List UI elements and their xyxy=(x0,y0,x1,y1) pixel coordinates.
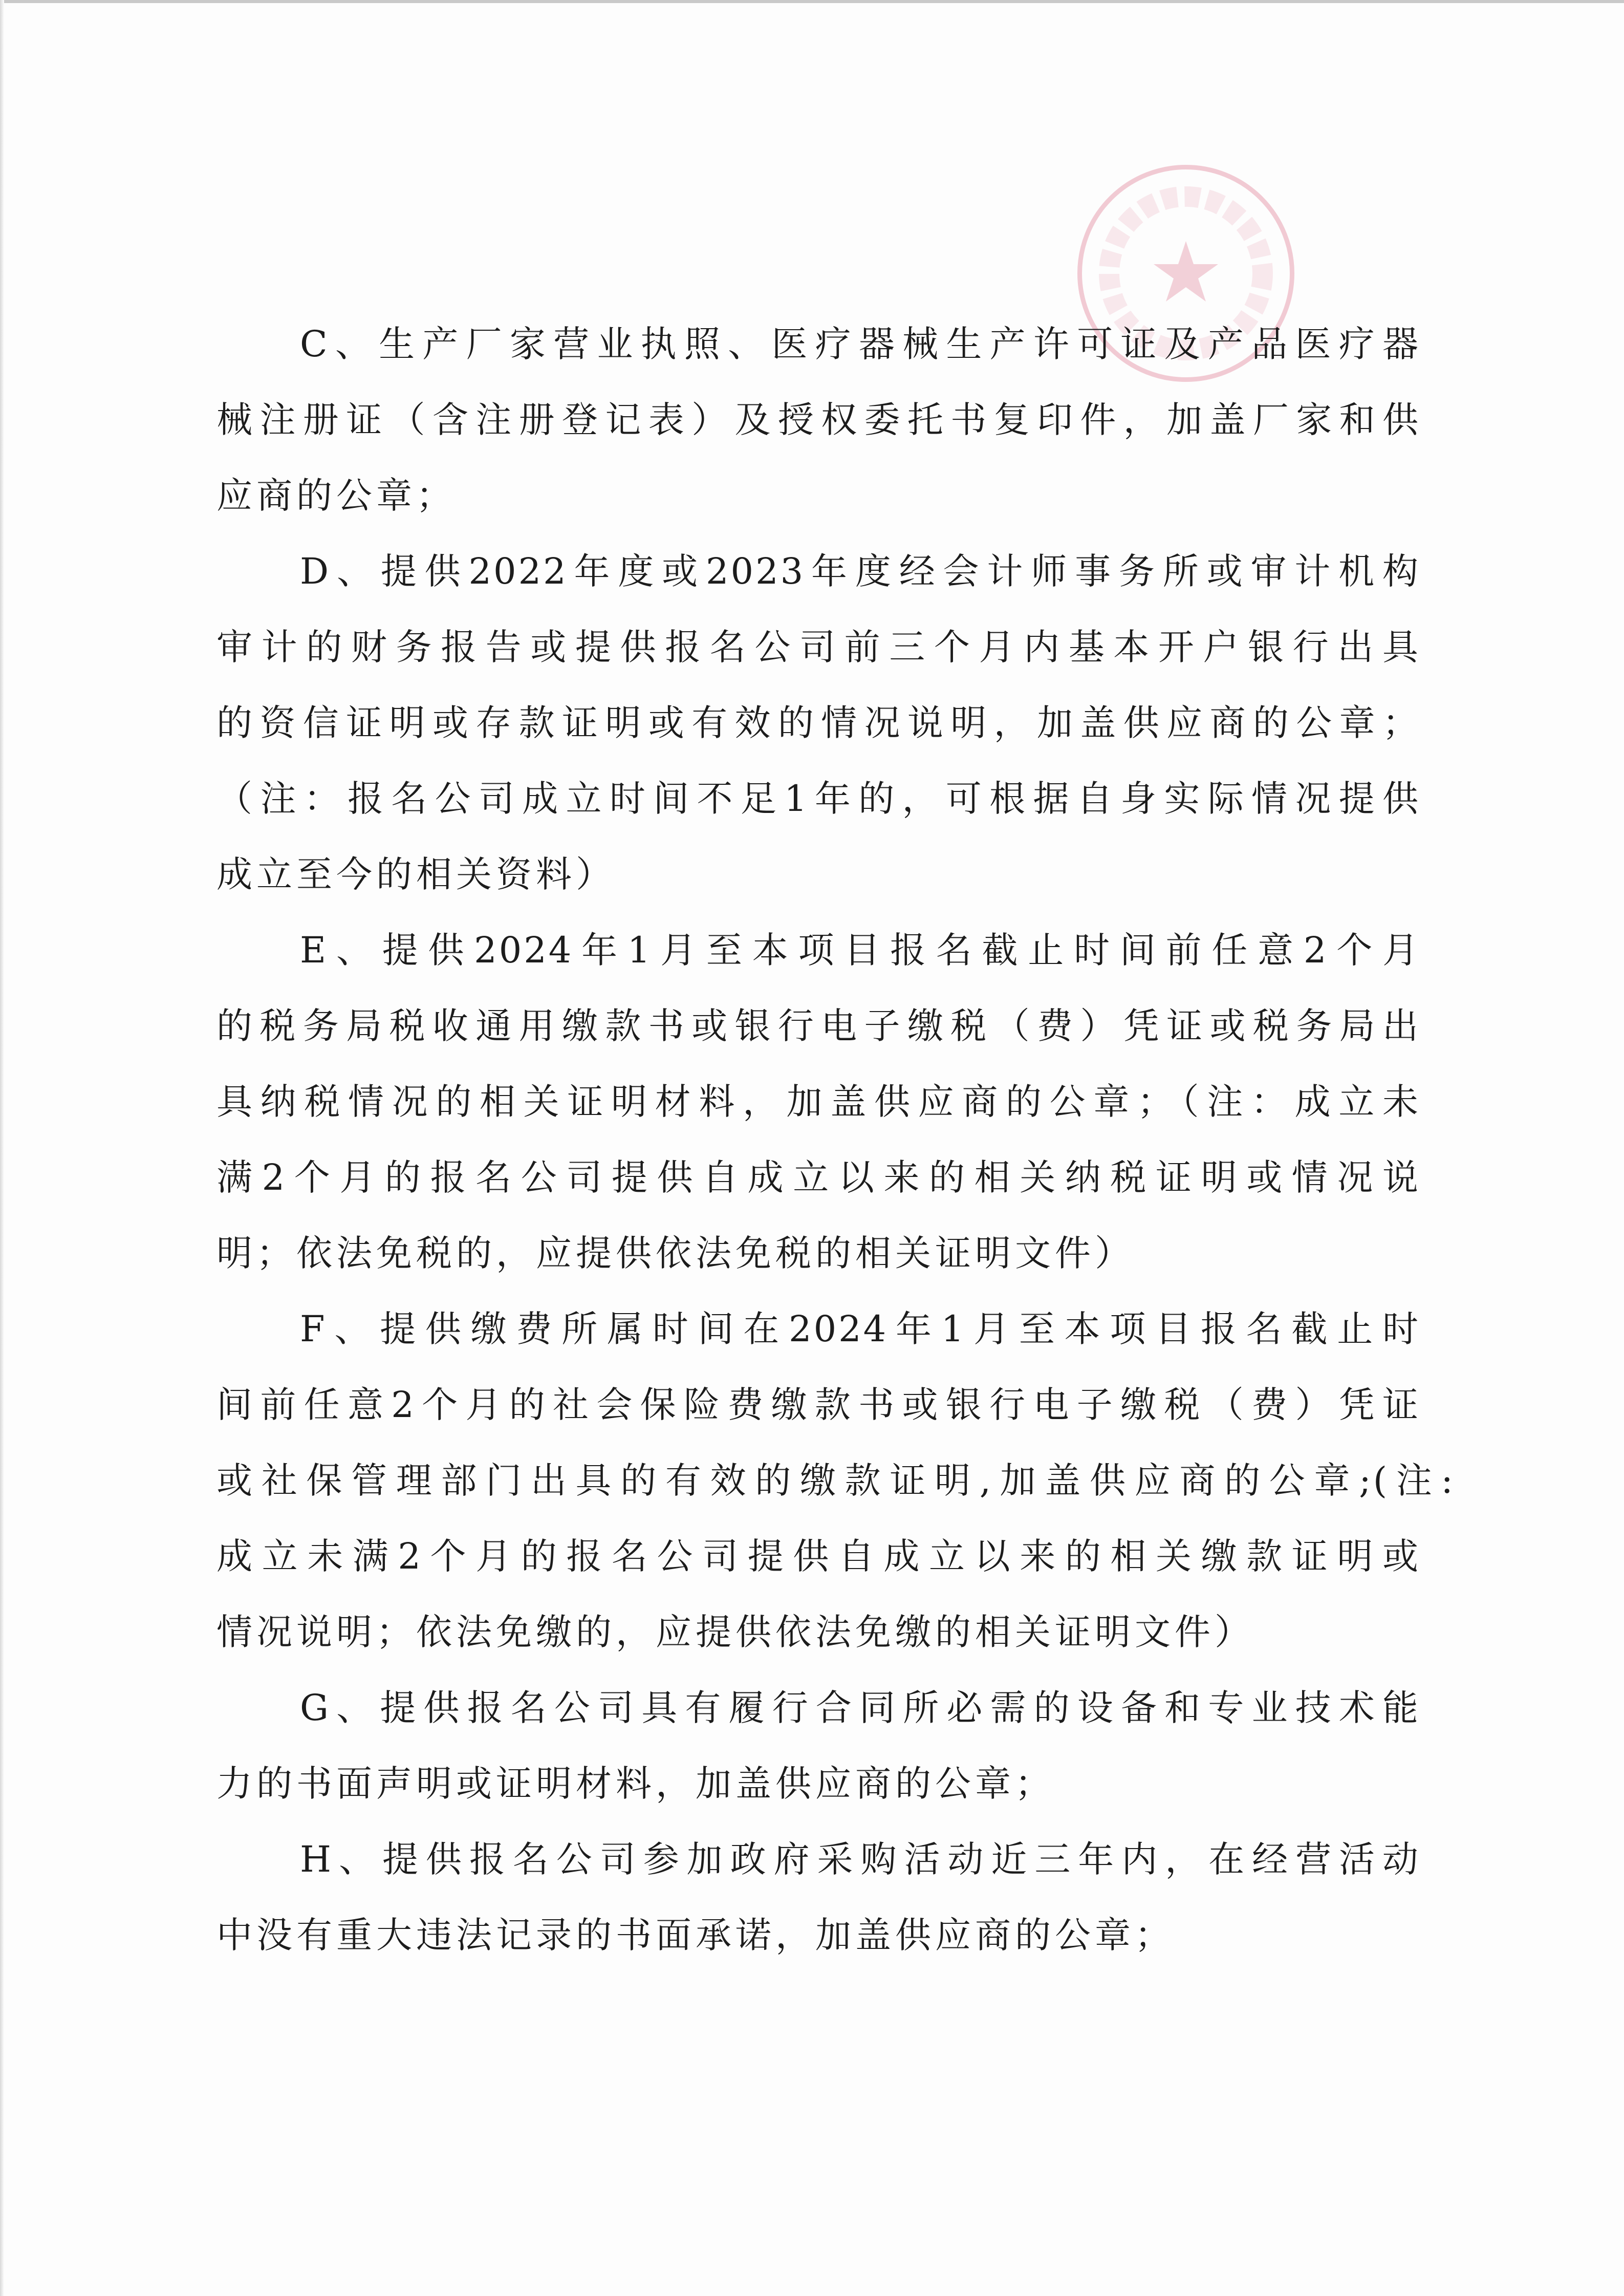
text-line: G、提供报名公司具有履行合同所必需的设备和专业技术能 xyxy=(300,1687,1420,1729)
text-line: C、生产厂家营业执照、医疗器械生产许可证及产品医疗器 xyxy=(300,323,1420,365)
text-line: 械注册证（含注册登记表）及授权委托书复印件，加盖厂家和供 xyxy=(216,399,1420,441)
text-line: 明；依法免税的，应提供依法免税的相关证明文件） xyxy=(216,1232,1135,1274)
document-body xyxy=(216,306,1455,1973)
text-line: 情况说明；依法免缴的，应提供依法免缴的相关证明文件） xyxy=(216,1611,1254,1653)
text-line: 具纳税情况的相关证明材料，加盖供应商的公章；（注：成立未 xyxy=(216,1081,1420,1123)
text-line: 间前任意2个月的社会保险费缴款书或银行电子缴税（费）凭证 xyxy=(216,1384,1420,1426)
text-line: F、提供缴费所属时间在2024年1月至本项目报名截止时 xyxy=(300,1308,1420,1350)
text-line: 中没有重大违法记录的书面承诺，加盖供应商的公章； xyxy=(216,1914,1175,1956)
text-line: 的资信证明或存款证明或有效的情况说明，加盖供应商的公章； xyxy=(216,702,1420,744)
text-line: 应商的公章； xyxy=(216,475,456,517)
text-line: 成立未满2个月的报名公司提供自成立以来的相关缴款证明或 xyxy=(216,1535,1420,1577)
text-line: 或社保管理部门出具的有效的缴款证明,加盖供应商的公章;(注: xyxy=(216,1460,1455,1501)
text-line: H、提供报名公司参加政府采购活动近三年内，在经营活动 xyxy=(300,1838,1420,1880)
text-line: 力的书面声明或证明材料，加盖供应商的公章； xyxy=(216,1763,1055,1805)
text-line: E、提供2024年1月至本项目报名截止时间前任意2个月 xyxy=(300,929,1420,971)
text-line: 审计的财务报告或提供报名公司前三个月内基本开户银行出具 xyxy=(216,626,1420,668)
text-line: 成立至今的相关资料） xyxy=(216,853,616,895)
text-line: 满2个月的报名公司提供自成立以来的相关纳税证明或情况说 xyxy=(216,1156,1420,1198)
text-line: D、提供2022年度或2023年度经会计师事务所或审计机构 xyxy=(300,550,1420,592)
scan-edge-left xyxy=(0,0,4,2296)
scan-edge-top xyxy=(0,0,1624,3)
text-line: 的税务局税收通用缴款书或银行电子缴税（费）凭证或税务局出 xyxy=(216,1005,1420,1047)
text-line: （注：报名公司成立时间不足1年的，可根据自身实际情况提供 xyxy=(216,778,1420,820)
